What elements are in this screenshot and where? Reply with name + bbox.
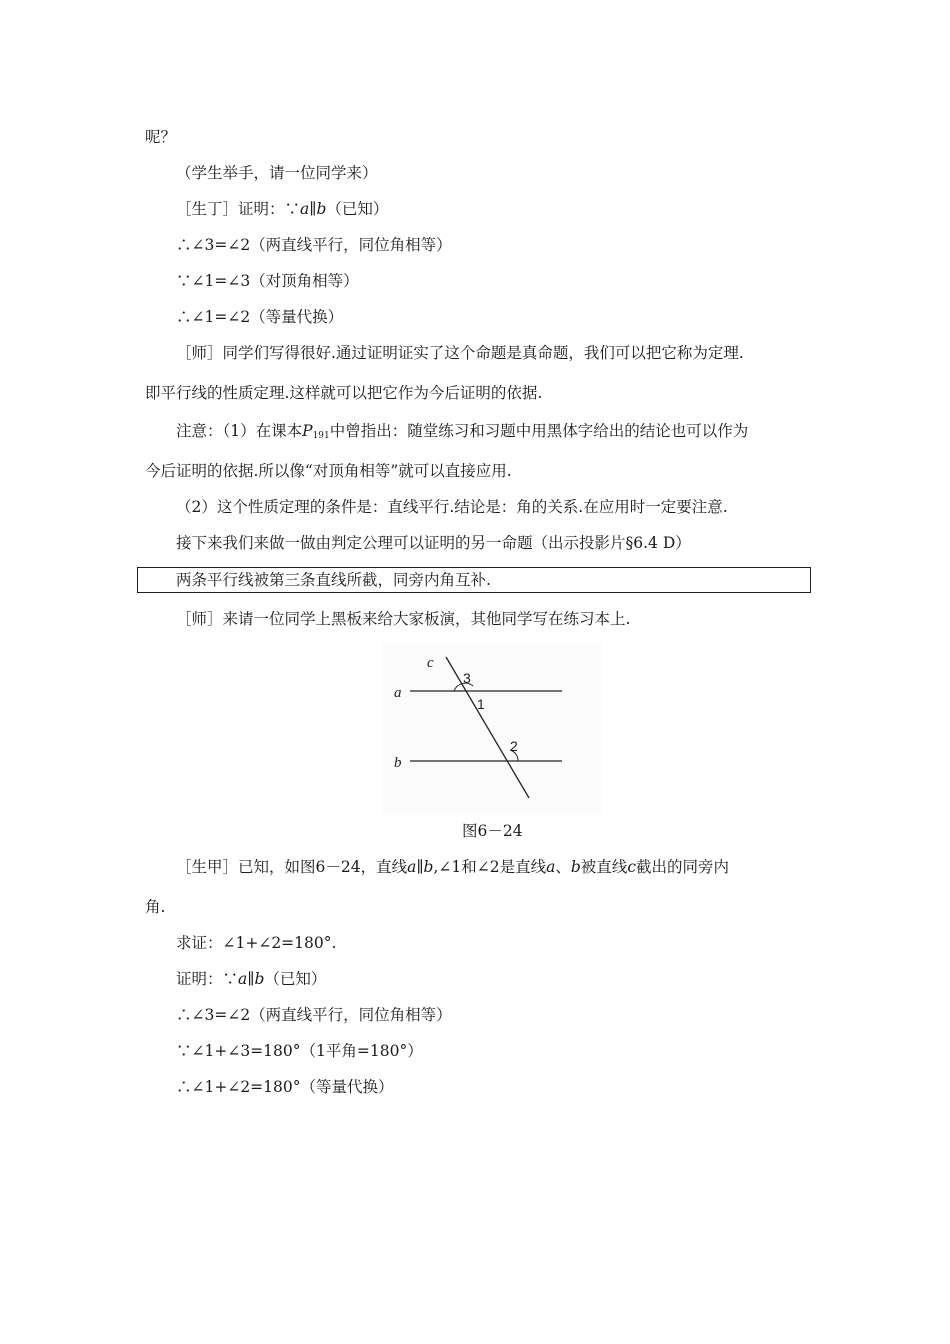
label-a: a [394,685,402,701]
variable: a [407,858,417,876]
variable: b [423,858,434,876]
text-line: ∴∠1=∠2（等量代换） [176,308,344,326]
variable: b [316,200,327,218]
variable: c [627,858,636,876]
text-line: 即平行线的性质定理.这样就可以把它作为今后证明的依据. [145,384,543,402]
page-number: 191 [312,431,330,441]
text-run: 被直线 [580,858,628,876]
text-run: ［生丁］证明：∵ [176,200,301,218]
variable: P [302,422,313,440]
text-line: 求证：∠1+∠2=180°. [176,934,337,952]
text-run: （已知） [264,970,327,988]
variable: a [546,858,556,876]
text-line [176,199,388,219]
text-line [176,421,748,446]
text-run: 中曾指出：随堂练习和习题中用黑体字给出的结论也可以作为 [329,422,749,440]
text-line: ∵∠1+∠3=180°（1平角=180°） [176,1042,423,1060]
label-angle-3: 3 [463,670,471,686]
text-run: 、 [555,858,571,876]
parallel-symbol: ∥ [416,858,424,876]
line-c [446,657,529,798]
parallel-symbol: ∥ [247,970,255,988]
theorem-text: 两条平行线被第三条直线所截，同旁内角互补. [176,571,491,589]
variable: a [238,970,248,988]
text-run: 截出的同旁内 [636,858,730,876]
parallel-lines-diagram [382,643,602,815]
parallel-symbol: ∥ [309,200,317,218]
label-b: b [394,755,402,771]
variable: b [254,970,265,988]
label-angle-1: 1 [477,696,485,712]
text-run: 证明：∵ [176,970,239,988]
text-line: ∵∠1=∠3（对顶角相等） [176,272,359,290]
text-line: 呢？ [145,128,177,146]
text-line: （2）这个性质定理的条件是：直线平行.结论是：角的关系.在应用时一定要注意. [176,498,728,516]
text-line: ［师］同学们写得很好.通过证明证实了这个命题是真命题，我们可以把它称为定理. [176,344,744,362]
text-line: ∴∠3=∠2（两直线平行，同位角相等） [176,1006,452,1024]
text-line: 今后证明的依据.所以像“对顶角相等”就可以直接应用. [145,462,512,480]
text-run: ［生甲］已知，如图6－24，直线 [176,858,408,876]
geometry-figure [382,643,602,815]
text-line [176,857,729,877]
figure-caption: 图6－24 [462,822,523,840]
variable: a [300,200,310,218]
text-line: ∴∠3=∠2（两直线平行，同位角相等） [176,236,452,254]
text-line: （学生举手，请一位同学来） [176,164,378,182]
text-run: 注意：（1）在课本 [176,422,303,440]
text-line [176,969,326,989]
theorem-box [137,567,811,593]
text-line: ∴∠1+∠2=180°（等量代换） [176,1078,394,1096]
text-run: ,∠1和∠2是直线 [433,858,547,876]
label-c: c [427,655,434,671]
label-angle-2: 2 [510,738,518,754]
variable: b [570,858,581,876]
text-line: 角. [145,898,166,916]
text-line: 接下来我们来做一做由判定公理可以证明的另一命题（出示投影片§6.4 D） [176,534,691,552]
text-line: ［师］来请一位同学上黑板来给大家板演，其他同学写在练习本上. [176,610,631,628]
text-run: （已知） [326,200,389,218]
